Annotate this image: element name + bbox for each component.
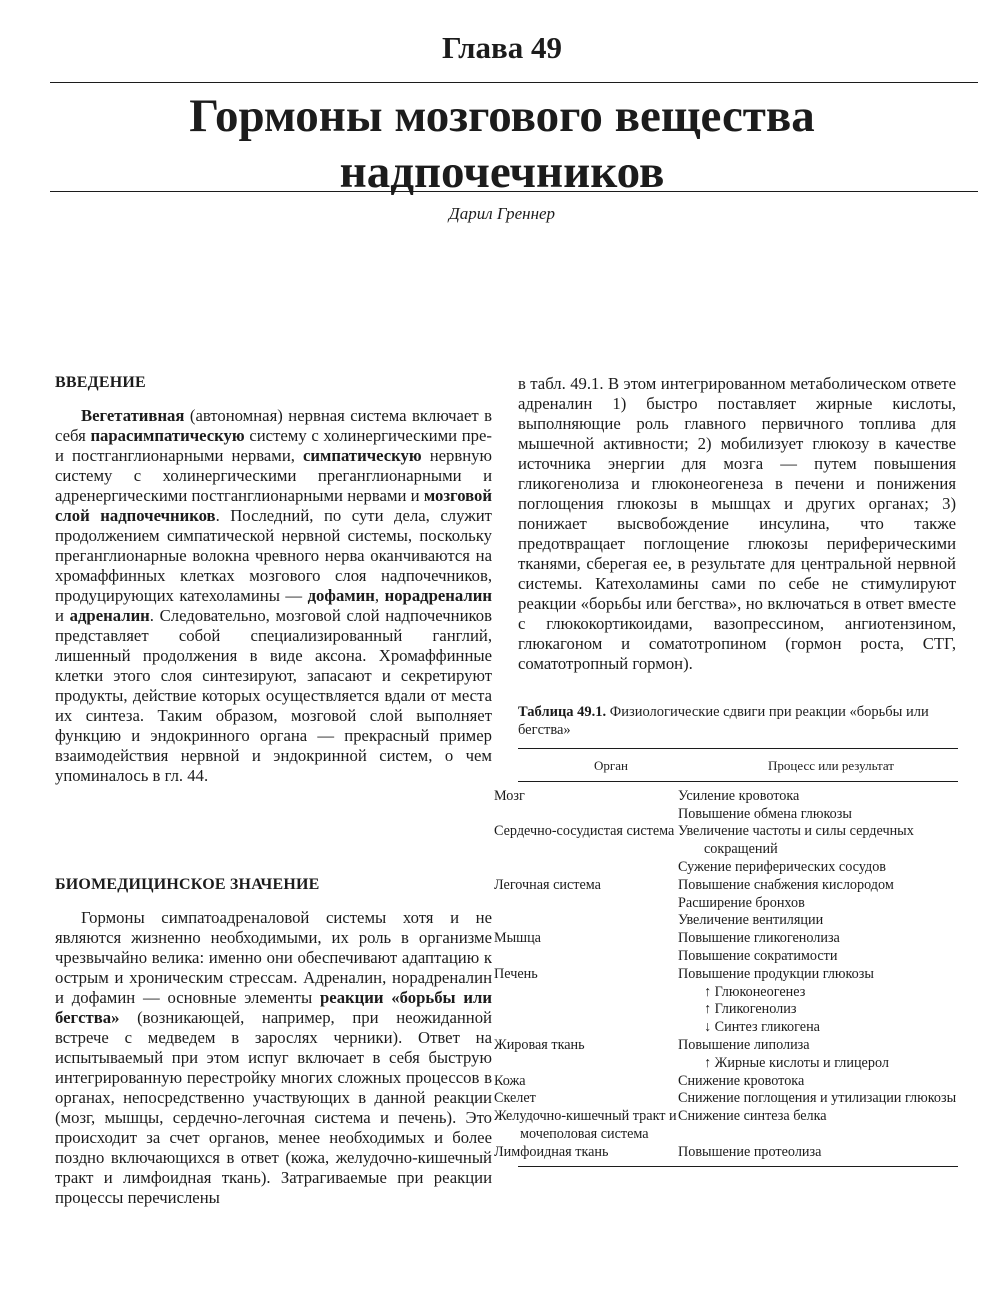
table-row xyxy=(518,781,958,805)
term-fight-or-flight: реакции «борьбы или бегства» xyxy=(55,988,492,1027)
table-row xyxy=(518,806,958,824)
table-cell-process: Снижение поглощения и утилизации глюкозы xyxy=(678,1090,957,1107)
table-cell-organ xyxy=(518,984,704,1002)
table-cell-process: Снижение кровотока xyxy=(678,1072,805,1089)
table-cell-organ xyxy=(518,1019,704,1037)
table-cell-organ: Кожа xyxy=(494,1072,526,1089)
term-adrenaline: адреналин xyxy=(69,606,150,625)
table-caption: Таблица 49.1. Физиологические сдвиги при реакции «борьбы или бегства» xyxy=(518,704,929,738)
table-cell-organ: Желудочно-кишечный тракт и мочеполовая система xyxy=(494,1108,677,1142)
title-rule xyxy=(50,191,978,192)
table-cell-process: Увеличение вентиляции xyxy=(678,912,824,929)
table-row xyxy=(518,859,958,877)
table-row xyxy=(518,1073,958,1091)
biomed-paragraph xyxy=(55,908,492,1208)
table-row xyxy=(518,1019,958,1037)
table-cell-organ: Мозг xyxy=(494,787,525,804)
author: Дарил Греннер xyxy=(448,204,556,223)
term-dopamine: дофамин xyxy=(307,586,375,605)
table-row xyxy=(518,966,958,984)
top-rule xyxy=(50,82,978,83)
table-cell-process: ↑ Глюконеогенез xyxy=(704,983,806,1000)
table-row xyxy=(518,984,958,1002)
term-vegetative: Вегетативная xyxy=(81,406,185,425)
table-cell-organ xyxy=(518,859,704,877)
table-row xyxy=(518,1001,958,1019)
table-cell-organ xyxy=(518,806,704,824)
table-cell-process: Сужение периферических сосудов xyxy=(678,858,886,875)
table-cell-organ: Сердечно-сосудистая система xyxy=(494,823,675,840)
table-row xyxy=(518,1144,958,1166)
table-cell-organ: Легочная система xyxy=(494,876,601,893)
term-adrenal-medulla: мозговой слой надпочечников xyxy=(55,486,492,525)
table-cell-organ xyxy=(518,948,704,966)
table-cell-organ xyxy=(518,1055,704,1073)
table-cell-process: Повышение сократимости xyxy=(678,947,838,964)
table-cell-organ xyxy=(518,912,704,930)
table-cell-process: Повышение снабжения кислородом xyxy=(678,876,894,893)
section-heading-biomed: БИОМЕДИЦИНСКОЕ ЗНАЧЕНИЕ xyxy=(55,876,320,893)
table-cell-organ: Скелет xyxy=(494,1090,536,1107)
table-cell-process: ↑ Жирные кислоты и глицерол xyxy=(704,1054,889,1071)
table-row xyxy=(518,1055,958,1073)
table-cell-process: ↓ Синтез гликогена xyxy=(704,1019,820,1036)
table-cell-process: ↑ Гликогенолиз xyxy=(704,1001,797,1018)
biomed-text: Гормоны симпатоадреналовой системы хотя и не являются жизненно необходимыми, их роль в организме чрезвычайно велика: именно они обеспечивают адаптацию к острым и хроническим стрессам. Адреналин, норадреналин и дофамин — основные элементы реакции «борьбы или бегства» (возникающей, например, при неожиданной встрече с медведем в зарослях черники). Ответ на испытываемый при этом испуг включает в себя быструю интегрированную перестройку многих сложных процессов в органах, непосредственно участвующих в данной реакции (мозг, мышцы, сердечно-легочная система и печень). Это происходит за счет органов, менее необходимых и более поздно включающихся в ответ (кожа, желудочно-кишечный тракт и лимфоидная ткань). Затрагиваемые при реакции процессы перечислены xyxy=(55,908,492,1207)
table-cell-process: Повышение гликогенолиза xyxy=(678,930,840,947)
table-row xyxy=(518,912,958,930)
table-row xyxy=(518,1090,958,1108)
table-row xyxy=(518,930,958,948)
table-cell-organ xyxy=(518,895,704,913)
table-cell-organ: Лимфоидная ткань xyxy=(518,1144,704,1166)
intro-paragraph xyxy=(55,406,492,786)
table-49-1 xyxy=(494,748,958,1167)
table-cell-process: Повышение протеолиза xyxy=(704,1144,958,1166)
table-row xyxy=(518,1108,958,1144)
continuation-text: в табл. 49.1. В этом интегрированном метаболическом ответе адреналин 1) быстро поставляет жирные кислоты, выполняющие роль главного первичного топлива для мышечной активности; 2) мобилизует глюкозу в качестве источника энергии для мозга — путем повышения гликогенолиза и глюконеогенеза в печени и понижения поглощения глюкозы в мышцах и других органах; 3) понижает высвобождение инсулина, что также предотвращает поглощение глюкозы периферическими тканями, сберегая ее, в результате для центральной нервной системы. Катехоламины сами по себе не стимулируют реакции «борьбы или бегства», но включаться в ответ вместе с глюкокортикоидами, вазопрессином, ангиотензином, глюкагоном и соматотропином (гормон роста, СТГ, соматотропный гормон). xyxy=(518,374,956,673)
term-sympathetic: симпатическую xyxy=(303,446,422,465)
table-cell-organ xyxy=(518,1001,704,1019)
chapter-title-line-1: Гормоны мозгового вещества xyxy=(189,90,815,142)
table-cell-process: Повышение продукции глюкозы xyxy=(678,965,874,982)
table-row xyxy=(518,948,958,966)
chapter-number: Глава 49 xyxy=(441,30,563,65)
table-cell-process: Увеличение частоты и силы сердечных сокращений xyxy=(678,823,914,858)
table-cell-organ: Жировая ткань xyxy=(494,1036,585,1053)
table-row xyxy=(518,1037,958,1055)
table-cell-process: Снижение синтеза белка xyxy=(678,1108,827,1125)
table-header-organ: Орган xyxy=(518,749,704,782)
table-row xyxy=(518,823,958,859)
table-cell-organ: Печень xyxy=(494,965,538,982)
table-header-process: Процесс или результат xyxy=(704,749,958,782)
section-heading-intro: ВВЕДЕНИЕ xyxy=(55,374,146,391)
intro-text: Вегетативная (автономная) нервная система включает в себя парасимпатическую систему с холинергическими пре- и постганглионарными нервами, симпатическую нервную систему с холинергическими преганглионарными и адренергическими постганглионарными нервами и мозговой слой надпочечников. Последний, по сути дела, служит продолжением симпатической нервной системы, поскольку преганглионарные волокна чревного нерва оканчиваются на хромаффинных клетках мозгового слоя надпочечников, продуцирующих катехоламины — дофамин, норадреналин и адреналин. Следовательно, мозговой слой надпочечников представляет собой специализированный ганглий, лишенный продолжения в виде аксона. Хромаффинные клетки этого слоя синтезируют, запасают и секретируют продукты, действие которых осуществляется вдали от места их синтеза. Таким образом, мозговой слой выполняет функцию и эндокринного органа — прекрасный пример взаимодействия нервной и эндокринной систем, о чем упоминалось в гл. 44. xyxy=(55,406,492,785)
table-cell-organ: Мышца xyxy=(494,930,541,947)
table-row xyxy=(518,895,958,913)
table-cell-process: Повышение липолиза xyxy=(678,1036,810,1053)
biomed-continuation xyxy=(518,374,956,674)
table-cell-process: Повышение обмена глюкозы xyxy=(678,805,852,822)
term-parasympathetic: парасимпатическую xyxy=(90,426,245,445)
table-row xyxy=(518,877,958,895)
chapter-title-line-2: надпочечников xyxy=(339,146,665,198)
term-noradrenaline: норадреналин xyxy=(384,586,492,605)
table-cell-process: Усиление кровотока xyxy=(678,787,800,804)
chapter-title xyxy=(0,88,1004,200)
table-body xyxy=(494,781,958,1166)
table-cell-process: Расширение бронхов xyxy=(678,894,805,911)
